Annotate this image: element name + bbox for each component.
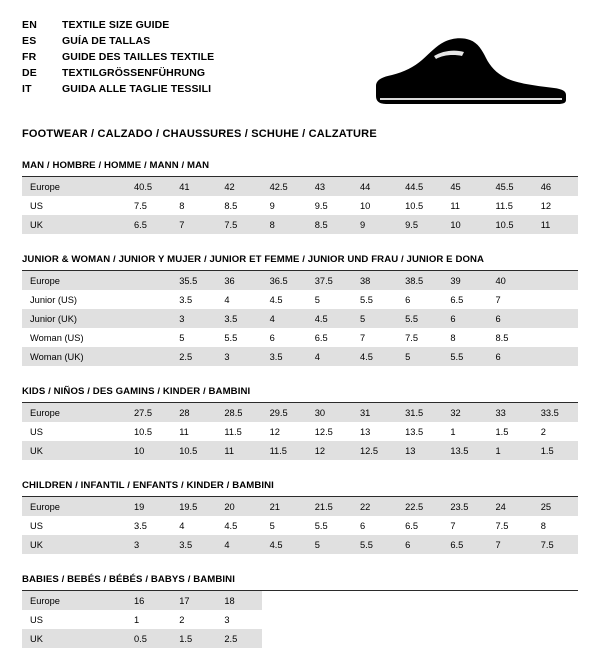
language-title-list bbox=[22, 18, 214, 98]
size-cell: 5.5 bbox=[442, 347, 487, 366]
size-cell: 36 bbox=[216, 271, 261, 290]
size-cell: 7.5 bbox=[216, 215, 261, 234]
size-cell: 22 bbox=[352, 497, 397, 516]
table-row bbox=[22, 177, 578, 196]
size-cell: 2 bbox=[179, 614, 185, 625]
row-label: Europe bbox=[22, 403, 126, 422]
size-cell: 45.5 bbox=[488, 177, 533, 196]
row-label: Europe bbox=[22, 271, 126, 290]
size-cell: 6 bbox=[442, 309, 487, 328]
size-cell: 12.5 bbox=[352, 441, 397, 460]
size-cell: 6 bbox=[397, 535, 442, 554]
size-cell: 8 bbox=[262, 215, 307, 234]
size-cell: 11 bbox=[179, 426, 189, 437]
size-cell bbox=[442, 591, 487, 610]
size-cell: 13 bbox=[359, 426, 371, 437]
size-cell: 13.5 bbox=[442, 441, 487, 460]
size-cell: 20 bbox=[216, 497, 261, 516]
size-cell: 21 bbox=[262, 497, 307, 516]
size-block bbox=[22, 160, 578, 234]
size-cell bbox=[488, 629, 533, 648]
size-cell: 12.5 bbox=[314, 426, 333, 437]
size-cell: 4 bbox=[262, 309, 307, 328]
page-title: FOOTWEAR / CALZADO / CHAUSSURES / SCHUHE / CALZATURE bbox=[22, 128, 377, 140]
size-cell bbox=[262, 591, 307, 610]
size-block-title: MAN / HOMBRE / HOMME / MANN / MAN bbox=[22, 160, 578, 177]
size-cell: 1 bbox=[488, 441, 533, 460]
size-cell: 1 bbox=[450, 426, 456, 437]
size-cell: 28 bbox=[171, 403, 216, 422]
size-cell bbox=[533, 629, 578, 648]
table-row bbox=[22, 328, 578, 347]
size-cell: 6.5 bbox=[126, 215, 171, 234]
size-cell: 7 bbox=[495, 294, 501, 305]
size-cell bbox=[533, 271, 578, 290]
size-cell: 6.5 bbox=[442, 535, 487, 554]
size-cell: 41 bbox=[171, 177, 216, 196]
size-cell: 35.5 bbox=[171, 271, 216, 290]
size-cell: 7 bbox=[450, 520, 456, 531]
size-cell: 9 bbox=[352, 215, 397, 234]
language-code: FR bbox=[22, 50, 37, 63]
size-block bbox=[22, 480, 578, 554]
language-code: ES bbox=[22, 34, 37, 47]
size-cell: 13.5 bbox=[405, 426, 424, 437]
size-cell bbox=[442, 629, 487, 648]
size-cell: 4 bbox=[179, 520, 185, 531]
size-cell: 1 bbox=[134, 614, 140, 625]
size-cell: 30 bbox=[307, 403, 352, 422]
table-row bbox=[22, 610, 578, 629]
language-title: TEXTILGRÖSSENFÜHRUNG bbox=[62, 66, 206, 79]
size-cell bbox=[307, 591, 352, 610]
size-cell: 2 bbox=[540, 426, 546, 437]
size-cell: 6.5 bbox=[405, 520, 419, 531]
size-cell: 32 bbox=[442, 403, 487, 422]
table-row bbox=[22, 497, 578, 516]
size-cell: 4.5 bbox=[224, 520, 238, 531]
size-cell: 3 bbox=[216, 347, 261, 366]
size-cell: 10.5 bbox=[405, 200, 424, 211]
row-label: Woman (US) bbox=[30, 332, 84, 343]
size-cell: 3.5 bbox=[134, 520, 147, 531]
size-cell: 3.5 bbox=[171, 535, 216, 554]
dress-shoe-icon bbox=[370, 34, 570, 108]
size-cell bbox=[533, 309, 578, 328]
row-label: UK bbox=[22, 215, 126, 234]
table-row bbox=[22, 422, 578, 441]
size-cell: 4 bbox=[307, 347, 352, 366]
row-label: Europe bbox=[22, 591, 126, 610]
row-label: Junior (US) bbox=[30, 294, 78, 305]
size-cell: 23.5 bbox=[442, 497, 487, 516]
size-cell: 10 bbox=[442, 215, 487, 234]
size-cell: 7.5 bbox=[405, 332, 419, 343]
size-cell: 12 bbox=[307, 441, 352, 460]
size-block-title: KIDS / NIÑOS / DES GAMINS / KINDER / BAMBINI bbox=[22, 386, 578, 403]
size-table bbox=[22, 177, 578, 234]
table-row bbox=[22, 271, 578, 290]
size-cell: 5 bbox=[307, 535, 352, 554]
size-cell: 10.5 bbox=[171, 441, 216, 460]
size-table bbox=[22, 271, 578, 366]
size-cell: 5.5 bbox=[397, 309, 442, 328]
size-cell bbox=[352, 591, 397, 610]
size-cell bbox=[307, 610, 352, 629]
table-row bbox=[22, 403, 578, 422]
row-label: US bbox=[30, 614, 43, 625]
size-cell: 6 bbox=[359, 520, 366, 531]
size-cell: 38 bbox=[352, 271, 397, 290]
size-cell bbox=[262, 610, 307, 629]
size-cell bbox=[533, 290, 578, 309]
size-cell: 6.5 bbox=[314, 332, 328, 343]
size-cell bbox=[442, 610, 487, 629]
size-cell: 22.5 bbox=[397, 497, 442, 516]
size-cell: 3.5 bbox=[216, 309, 261, 328]
size-cell: 7.5 bbox=[495, 520, 509, 531]
size-cell: 33 bbox=[488, 403, 533, 422]
size-cell bbox=[488, 591, 533, 610]
size-cell bbox=[533, 610, 578, 629]
language-title-rows bbox=[22, 18, 214, 98]
size-cell: 6.5 bbox=[450, 294, 464, 305]
size-cell: 19 bbox=[126, 497, 171, 516]
size-cell: 21.5 bbox=[307, 497, 352, 516]
size-cell: 31.5 bbox=[397, 403, 442, 422]
size-cell: 5 bbox=[352, 309, 397, 328]
size-cell: 11 bbox=[450, 200, 460, 211]
row-label: Junior (UK) bbox=[22, 309, 126, 328]
size-cell: 1.5 bbox=[533, 441, 578, 460]
size-cell bbox=[307, 629, 352, 648]
size-cell bbox=[352, 610, 397, 629]
size-cell bbox=[397, 591, 442, 610]
size-cell: 5.5 bbox=[359, 294, 373, 305]
size-block bbox=[22, 254, 578, 366]
header bbox=[22, 18, 578, 114]
language-title: GUIDE DES TAILLES TEXTILE bbox=[62, 50, 215, 63]
size-block-title: BABIES / BEBÉS / BÉBÉS / BABYS / BAMBINI bbox=[22, 574, 578, 591]
size-cell bbox=[126, 347, 171, 366]
language-title: GUÍA DE TALLAS bbox=[62, 34, 151, 47]
size-cell: 0.5 bbox=[126, 629, 171, 648]
size-cell: 11.5 bbox=[262, 441, 307, 460]
size-cell: 27.5 bbox=[126, 403, 171, 422]
size-cell: 45 bbox=[442, 177, 487, 196]
size-cell: 10 bbox=[126, 441, 171, 460]
size-cell: 8 bbox=[450, 332, 456, 343]
size-cell: 12 bbox=[540, 200, 552, 211]
size-cell: 38.5 bbox=[397, 271, 442, 290]
size-cell: 11.5 bbox=[224, 426, 242, 437]
row-label: Woman (UK) bbox=[22, 347, 126, 366]
table-row bbox=[22, 196, 578, 215]
table-row bbox=[22, 290, 578, 309]
size-cell: 42 bbox=[216, 177, 261, 196]
size-cell bbox=[262, 629, 307, 648]
size-cell: 44.5 bbox=[397, 177, 442, 196]
size-cell: 31 bbox=[352, 403, 397, 422]
table-row bbox=[22, 215, 578, 234]
size-cell: 5 bbox=[397, 347, 442, 366]
size-cell: 11 bbox=[533, 215, 578, 234]
language-code: EN bbox=[22, 19, 37, 31]
language-row bbox=[22, 66, 214, 82]
size-cell: 5.5 bbox=[224, 332, 238, 343]
size-cell: 16 bbox=[126, 591, 171, 610]
size-cell: 7 bbox=[359, 332, 366, 343]
table-row bbox=[22, 591, 578, 610]
size-cell: 29.5 bbox=[262, 403, 307, 422]
size-cell: 44 bbox=[352, 177, 397, 196]
row-label: Europe bbox=[22, 177, 126, 196]
size-cell: 2.5 bbox=[216, 629, 261, 648]
size-cell: 8.5 bbox=[495, 332, 509, 343]
size-cell: 7.5 bbox=[134, 200, 147, 211]
size-cell: 19.5 bbox=[171, 497, 216, 516]
size-cell: 1.5 bbox=[171, 629, 216, 648]
table-row bbox=[22, 516, 578, 535]
table-row bbox=[22, 347, 578, 366]
size-cell: 40.5 bbox=[126, 177, 171, 196]
size-cell: 18 bbox=[216, 591, 261, 610]
size-cell: 25 bbox=[533, 497, 578, 516]
size-cell bbox=[126, 309, 171, 328]
size-cell: 8.5 bbox=[307, 215, 352, 234]
size-cell bbox=[126, 271, 171, 290]
size-cell: 43 bbox=[307, 177, 352, 196]
size-cell: 5 bbox=[269, 520, 275, 531]
size-cell: 8.5 bbox=[224, 200, 238, 211]
size-cell: 5.5 bbox=[352, 535, 397, 554]
language-title: GUIDA ALLE TAGLIE TESSILI bbox=[62, 82, 212, 95]
size-block-title: JUNIOR & WOMAN / JUNIOR Y MUJER / JUNIOR ET FEMME / JUNIOR UND FRAU / JUNIOR E DONA bbox=[22, 254, 578, 271]
size-cell: 33.5 bbox=[533, 403, 578, 422]
size-cell: 4 bbox=[216, 535, 261, 554]
size-block bbox=[22, 386, 578, 460]
size-cell: 9.5 bbox=[397, 215, 442, 234]
size-cell: 12 bbox=[269, 426, 280, 437]
size-cell bbox=[397, 629, 442, 648]
size-cell: 5.5 bbox=[314, 520, 328, 531]
size-cell: 4.5 bbox=[269, 294, 283, 305]
size-table bbox=[22, 403, 578, 460]
size-cell: 4.5 bbox=[262, 535, 307, 554]
row-label: UK bbox=[22, 629, 126, 648]
size-cell: 7 bbox=[171, 215, 216, 234]
size-cell bbox=[533, 328, 578, 347]
size-cell: 11.5 bbox=[495, 200, 513, 211]
size-cell bbox=[126, 290, 171, 309]
row-label: Europe bbox=[22, 497, 126, 516]
size-cell: 3 bbox=[224, 614, 230, 625]
size-cell: 9 bbox=[269, 200, 275, 211]
table-row bbox=[22, 441, 578, 460]
size-cell: 3 bbox=[171, 309, 216, 328]
size-cell: 6 bbox=[269, 332, 275, 343]
size-cell: 37.5 bbox=[307, 271, 352, 290]
table-row bbox=[22, 629, 578, 648]
size-cell: 5 bbox=[179, 332, 185, 343]
size-cell bbox=[397, 610, 442, 629]
size-cell: 7 bbox=[488, 535, 533, 554]
language-row bbox=[22, 82, 214, 98]
size-cell bbox=[126, 328, 171, 347]
size-cell: 8 bbox=[179, 200, 185, 211]
size-cell: 11 bbox=[216, 441, 261, 460]
size-cell: 5 bbox=[314, 294, 320, 305]
row-label: US bbox=[30, 200, 43, 211]
size-block bbox=[22, 574, 578, 648]
size-cell: 6 bbox=[405, 294, 411, 305]
language-row bbox=[22, 50, 214, 66]
language-row bbox=[22, 34, 214, 50]
language-code: IT bbox=[22, 82, 32, 95]
size-cell: 10.5 bbox=[488, 215, 533, 234]
size-cell: 2.5 bbox=[171, 347, 216, 366]
size-cell: 8 bbox=[540, 520, 546, 531]
row-label: US bbox=[30, 520, 43, 531]
size-cell: 10.5 bbox=[134, 426, 153, 437]
language-title: TEXTILE SIZE GUIDE bbox=[62, 19, 170, 31]
size-cell: 42.5 bbox=[262, 177, 307, 196]
size-block-title: CHILDREN / INFANTIL / ENFANTS / KINDER / BAMBINI bbox=[22, 480, 578, 497]
size-cell: 40 bbox=[488, 271, 533, 290]
row-label: UK bbox=[22, 535, 126, 554]
size-cell: 4.5 bbox=[307, 309, 352, 328]
size-cell: 3 bbox=[126, 535, 171, 554]
size-cell: 46 bbox=[533, 177, 578, 196]
size-cell: 1.5 bbox=[495, 426, 509, 437]
language-code: DE bbox=[22, 66, 37, 79]
size-cell: 4.5 bbox=[352, 347, 397, 366]
size-table bbox=[22, 497, 578, 554]
language-row bbox=[22, 18, 214, 34]
size-blocks bbox=[22, 160, 578, 648]
size-cell bbox=[352, 629, 397, 648]
size-cell: 13 bbox=[397, 441, 442, 460]
size-cell: 6 bbox=[488, 309, 533, 328]
size-cell: 9.5 bbox=[314, 200, 328, 211]
size-cell: 36.5 bbox=[262, 271, 307, 290]
row-label: UK bbox=[22, 441, 126, 460]
size-cell: 3.5 bbox=[179, 294, 193, 305]
size-cell bbox=[533, 591, 578, 610]
size-cell: 7.5 bbox=[533, 535, 578, 554]
table-row bbox=[22, 535, 578, 554]
size-cell: 39 bbox=[442, 271, 487, 290]
size-cell: 10 bbox=[359, 200, 371, 211]
size-cell: 3.5 bbox=[262, 347, 307, 366]
table-row bbox=[22, 309, 578, 328]
size-cell: 6 bbox=[488, 347, 533, 366]
size-cell bbox=[533, 347, 578, 366]
size-cell: 17 bbox=[171, 591, 216, 610]
size-cell: 4 bbox=[224, 294, 230, 305]
row-label: US bbox=[30, 426, 43, 437]
size-cell: 28.5 bbox=[216, 403, 261, 422]
size-cell bbox=[488, 610, 533, 629]
size-cell: 24 bbox=[488, 497, 533, 516]
